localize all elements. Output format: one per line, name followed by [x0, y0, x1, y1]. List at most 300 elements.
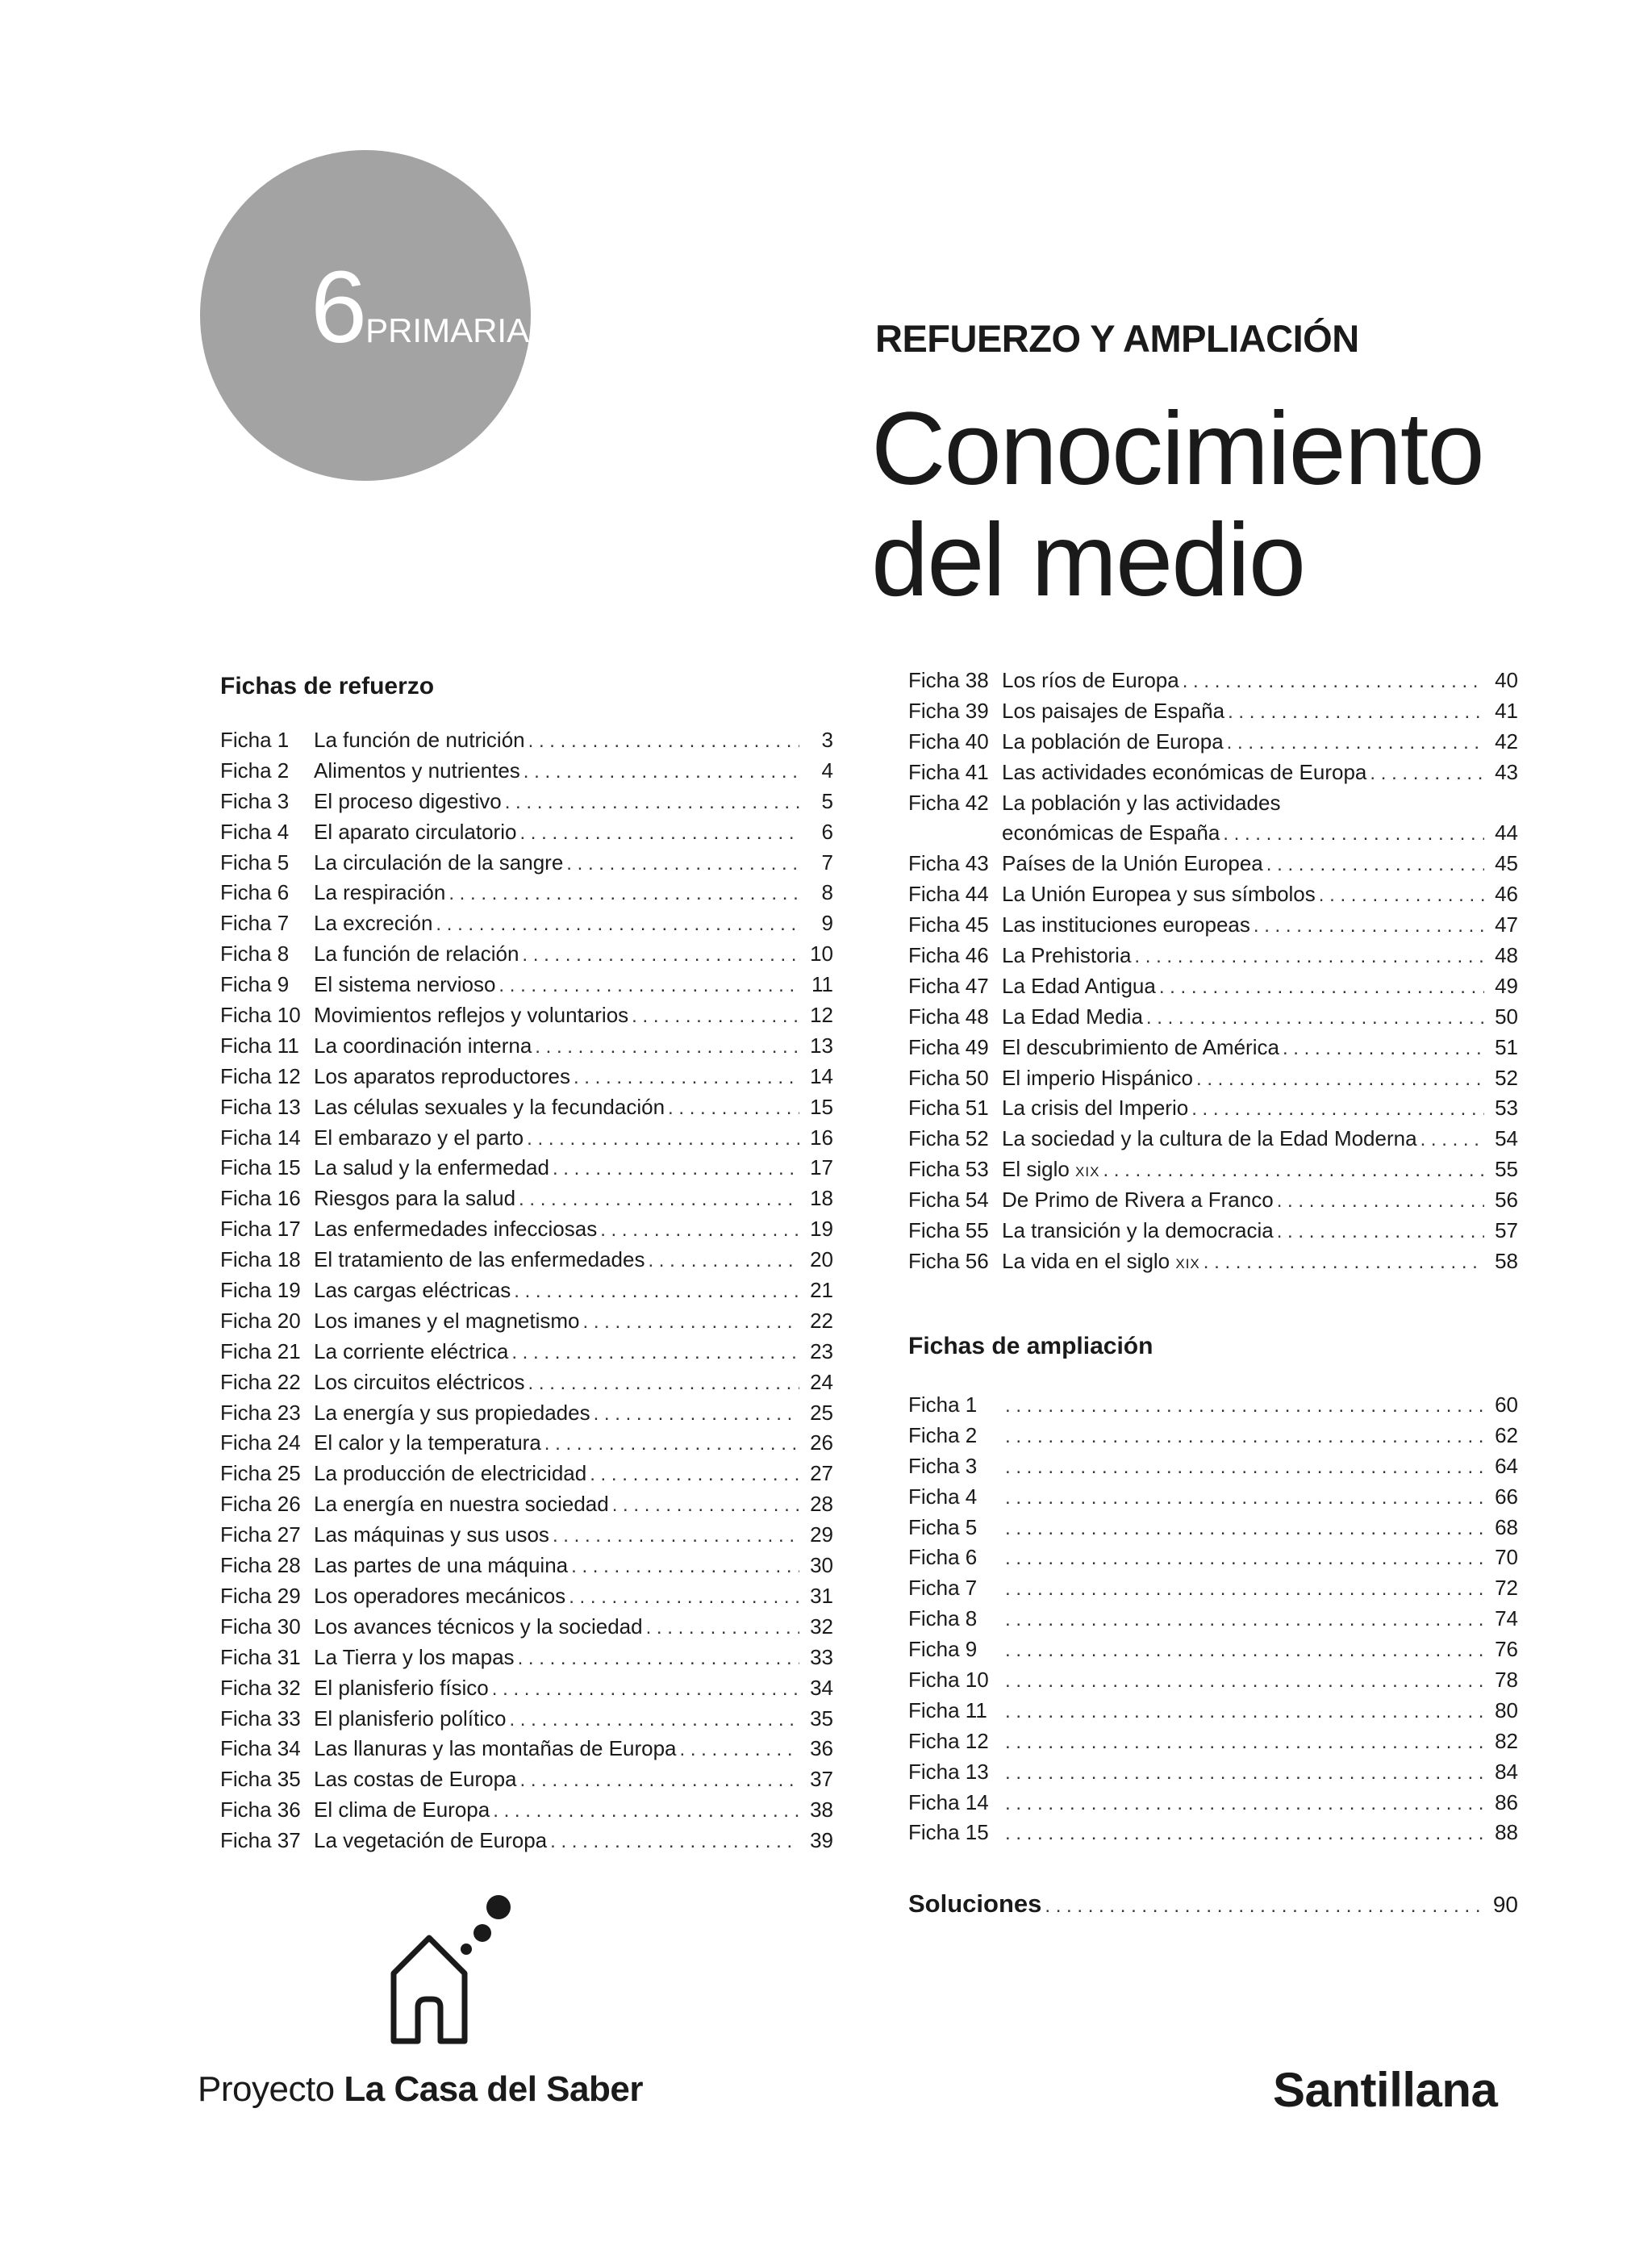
entry-label: Ficha 52: [908, 1126, 989, 1151]
leader-dots: [600, 1215, 799, 1246]
leader-dots: [522, 940, 799, 971]
leader-dots: [544, 1429, 799, 1459]
entry-title: De Primo de Rivera a Franco: [1002, 1188, 1274, 1213]
series-kicker: REFUERZO Y AMPLIACIÓN: [875, 317, 1359, 360]
toc-entry[interactable]: [908, 1124, 1518, 1154]
entry-title: La corriente eléctrica: [314, 1338, 509, 1363]
leader-dots: [535, 1032, 799, 1063]
leader-dots: [1159, 972, 1484, 1003]
solutions-entry[interactable]: [908, 1886, 1518, 1922]
entry-label: Ficha 30: [220, 1614, 301, 1639]
entry-title: económicas de España: [1002, 820, 1220, 845]
leader-dots: [527, 1124, 799, 1154]
toc-entry[interactable]: [220, 1581, 833, 1612]
grade-label: [311, 250, 530, 364]
entry-title: La Unión Europea y sus símbolos: [1002, 882, 1316, 907]
entry-label: Ficha 16: [220, 1186, 301, 1211]
entry-label: Ficha 41: [908, 759, 989, 784]
entry-title: La Edad Antigua: [1002, 973, 1156, 998]
toc-entry[interactable]: [220, 1275, 833, 1306]
entry-page: 18: [810, 1186, 833, 1211]
leader-dots: [1191, 1094, 1484, 1125]
entry-label: Ficha 3: [908, 1453, 978, 1478]
entry-title: Los imanes y el magnetismo: [314, 1308, 580, 1333]
leader-dots: [1045, 1889, 1484, 1924]
leader-dots: [1227, 728, 1484, 758]
entry-label: Ficha 34: [220, 1736, 301, 1761]
solutions-page: 90: [1492, 1892, 1518, 1917]
entry-page: 31: [810, 1583, 833, 1608]
entry-title: Las cargas eléctricas: [314, 1278, 511, 1303]
leader-dots: [1103, 1155, 1484, 1186]
toc-entry[interactable]: [908, 727, 1518, 758]
toc-entry[interactable]: [908, 1482, 1518, 1513]
entry-label: Ficha 9: [220, 972, 290, 997]
toc-entry[interactable]: [220, 1795, 833, 1826]
entry-page: 74: [1495, 1606, 1518, 1631]
toc-entry[interactable]: [220, 1367, 833, 1398]
entry-label: Ficha 13: [220, 1094, 301, 1119]
leader-dots: [1370, 758, 1484, 789]
toc-entry[interactable]: [220, 970, 833, 1000]
toc-entry[interactable]: [908, 849, 1518, 879]
entry-page: 57: [1495, 1218, 1518, 1243]
entry-title: La circulación de la sangre: [314, 850, 564, 875]
entry-title: La población de Europa: [1002, 729, 1224, 754]
toc-entry[interactable]: [908, 1033, 1518, 1063]
toc-entry[interactable]: [220, 1704, 833, 1735]
leader-dots: [1277, 1186, 1484, 1217]
entry-title: El embarazo y el parto: [314, 1125, 524, 1150]
entry-label: Ficha 17: [220, 1217, 301, 1242]
toc-ampliacion: [908, 1390, 1518, 1848]
entry-page: 25: [810, 1400, 833, 1425]
entry-label: Ficha 13: [908, 1759, 989, 1784]
toc-entry[interactable]: [220, 1734, 833, 1764]
entry-page: 38: [810, 1797, 833, 1822]
entry-label: Ficha 4: [908, 1484, 978, 1509]
entry-label: Ficha 56: [908, 1248, 989, 1273]
leader-dots: [1146, 1003, 1484, 1033]
leader-dots: [519, 1184, 799, 1215]
leader-dots: [528, 1368, 799, 1399]
toc-entry[interactable]: [908, 1246, 1518, 1277]
entry-title: El calor y la temperatura: [314, 1430, 541, 1455]
entry-title: Riesgos para la salud: [314, 1186, 516, 1211]
toc-entry[interactable]: [908, 879, 1518, 910]
entry-title: El sistema nervioso: [314, 972, 496, 997]
entry-label: Ficha 45: [908, 912, 989, 937]
title-line-1: Conocimiento: [871, 391, 1483, 507]
entry-page: 28: [810, 1492, 833, 1517]
leader-dots: [1319, 880, 1484, 911]
entry-page: 48: [1495, 943, 1518, 968]
toc-entry[interactable]: [220, 1062, 833, 1092]
toc-entry[interactable]: [908, 788, 1518, 819]
entry-label: Ficha 22: [220, 1369, 301, 1394]
entry-label: Ficha 19: [220, 1278, 301, 1303]
entry-page: 6: [821, 819, 833, 844]
entry-title: Los circuitos eléctricos: [314, 1369, 525, 1394]
entry-page: 47: [1495, 912, 1518, 937]
leader-dots: [582, 1307, 799, 1338]
entry-label: Ficha 11: [220, 1033, 299, 1058]
toc-entry[interactable]: [220, 817, 833, 848]
toc-entry[interactable]: [908, 1216, 1518, 1246]
toc-entry[interactable]: [220, 1092, 833, 1123]
toc-entry[interactable]: [908, 1818, 1518, 1848]
entry-label: Ficha 18: [220, 1247, 301, 1272]
entry-page: 82: [1495, 1728, 1518, 1753]
house-logo: [379, 1880, 524, 2057]
toc-entry[interactable]: [220, 1398, 833, 1429]
logo-dot-small: [461, 1943, 472, 1955]
leader-dots: [1005, 1422, 1484, 1452]
toc-entry[interactable]: [220, 1673, 833, 1704]
entry-label: Ficha 12: [908, 1728, 989, 1753]
entry-page: 5: [821, 788, 833, 813]
toc-entry[interactable]: [908, 1185, 1518, 1216]
entry-label: Ficha 53: [908, 1157, 989, 1182]
entry-label: Ficha 4: [220, 819, 290, 844]
entry-label: Ficha 36: [220, 1797, 301, 1822]
entry-page: 62: [1495, 1422, 1518, 1447]
toc-entry[interactable]: [908, 1093, 1518, 1124]
entry-page: 9: [821, 911, 833, 936]
entry-page: 4: [821, 758, 833, 783]
toc-entry[interactable]: [220, 1643, 833, 1673]
entry-page: 19: [810, 1217, 833, 1242]
entry-title: La transición y la democracia: [1002, 1218, 1274, 1243]
entry-page: 24: [810, 1369, 833, 1394]
entry-title: El tratamiento de las enfermedades: [314, 1247, 645, 1272]
entry-page: 50: [1495, 1004, 1518, 1029]
entry-title: Las máquinas y sus usos: [314, 1522, 549, 1547]
toc-entry[interactable]: [220, 1153, 833, 1184]
entry-page: 56: [1495, 1188, 1518, 1213]
toc-entry[interactable]: [220, 1520, 833, 1551]
entry-label: Ficha 49: [908, 1034, 989, 1059]
entry-label: Ficha 39: [908, 698, 989, 723]
toc-entry[interactable]: [220, 756, 833, 787]
solutions-label: Soluciones: [908, 1889, 1042, 1918]
entry-page: 7: [821, 850, 833, 875]
leader-dots: [1254, 911, 1484, 941]
entry-page: 86: [1495, 1789, 1518, 1814]
leader-dots: [1005, 1391, 1484, 1422]
toc-entry[interactable]: [220, 1184, 833, 1214]
entry-label: Ficha 3: [220, 788, 290, 813]
entry-title: El planisferio físico: [314, 1675, 489, 1700]
leader-dots: [1266, 850, 1484, 880]
entry-title-smallcaps: XIX: [1175, 1255, 1200, 1271]
toc-entry[interactable]: [220, 1428, 833, 1459]
entry-label: Ficha 40: [908, 729, 989, 754]
entry-title: Las costas de Europa: [314, 1767, 517, 1792]
toc-entry[interactable]: [220, 939, 833, 970]
toc-entry[interactable]: [908, 1154, 1518, 1185]
leader-dots: [632, 1001, 799, 1032]
toc-entry[interactable]: [220, 1123, 833, 1154]
entry-label: Ficha 5: [220, 850, 290, 875]
leader-dots: [448, 879, 799, 909]
entry-page: 58: [1495, 1248, 1518, 1273]
toc-entry[interactable]: [908, 1757, 1518, 1788]
entry-label: Ficha 46: [908, 943, 989, 968]
entry-page: 14: [810, 1063, 833, 1088]
entry-page: 15: [810, 1094, 833, 1119]
entry-page: 17: [810, 1155, 833, 1180]
entry-label: Ficha 24: [220, 1430, 301, 1455]
toc-entry[interactable]: [908, 1665, 1518, 1696]
toc-entry[interactable]: [908, 1063, 1518, 1094]
entry-page: 29: [810, 1522, 833, 1547]
entry-page: 84: [1495, 1759, 1518, 1784]
leader-dots: [1005, 1697, 1484, 1727]
toc-entry[interactable]: [908, 971, 1518, 1002]
toc-entry[interactable]: [220, 878, 833, 908]
toc-refuerzo-left: [220, 725, 833, 1856]
entry-label: Ficha 20: [220, 1308, 301, 1333]
toc-entry[interactable]: [220, 1337, 833, 1367]
entry-label: Ficha 25: [220, 1461, 301, 1486]
entry-label: Ficha 33: [220, 1706, 301, 1731]
entry-page: 80: [1495, 1697, 1518, 1722]
entry-page: 13: [810, 1033, 833, 1058]
entry-title: La Tierra y los mapas: [314, 1644, 515, 1669]
toc-entry[interactable]: [908, 818, 1518, 849]
entry-page: 8: [821, 880, 833, 905]
toc-entry[interactable]: [220, 1306, 833, 1337]
entry-page: 52: [1495, 1065, 1518, 1090]
entry-label: Ficha 14: [908, 1789, 989, 1814]
leader-dots: [511, 1338, 799, 1368]
entry-page: 22: [810, 1308, 833, 1333]
entry-label: Ficha 37: [220, 1828, 301, 1853]
toc-entry[interactable]: [220, 1031, 833, 1062]
entry-label: Ficha 11: [908, 1697, 987, 1722]
toc-entry[interactable]: [908, 1451, 1518, 1482]
entry-page: 36: [810, 1736, 833, 1761]
entry-label: Ficha 29: [220, 1583, 301, 1608]
entry-page: 10: [810, 941, 833, 967]
entry-page: 27: [810, 1461, 833, 1486]
leader-dots: [1420, 1125, 1484, 1155]
entry-page: 37: [810, 1767, 833, 1792]
entry-title: Los avances técnicos y la sociedad: [314, 1614, 643, 1639]
entry-label: Ficha 42: [908, 790, 989, 815]
leader-dots: [668, 1093, 799, 1124]
toc-entry[interactable]: [908, 910, 1518, 941]
entry-label: Ficha 47: [908, 973, 989, 998]
entry-title: La energía en nuestra sociedad: [314, 1492, 609, 1517]
entry-label: Ficha 35: [220, 1767, 301, 1792]
leader-dots: [569, 1582, 799, 1613]
entry-title: Alimentos y nutrientes: [314, 758, 520, 783]
entry-title: La salud y la enfermedad: [314, 1155, 549, 1180]
entry-page: 54: [1495, 1126, 1518, 1151]
entry-page: 35: [810, 1706, 833, 1731]
leader-dots: [509, 1705, 799, 1735]
leader-dots: [520, 1765, 800, 1796]
toc-entry[interactable]: [908, 758, 1518, 788]
leader-dots: [646, 1613, 799, 1643]
leader-dots: [1283, 1033, 1484, 1064]
entry-title: Las instituciones europeas: [1002, 912, 1250, 937]
leader-dots: [436, 909, 799, 940]
entry-page: 46: [1495, 882, 1518, 907]
leader-dots: [493, 1796, 799, 1827]
toc-entry[interactable]: [220, 1826, 833, 1856]
entry-page: 45: [1495, 851, 1518, 876]
toc-refuerzo-right: [908, 666, 1518, 1277]
leader-dots: [492, 1674, 799, 1705]
entry-label: Ficha 10: [908, 1668, 989, 1693]
toc-entry[interactable]: [908, 1788, 1518, 1818]
entry-page: 60: [1495, 1392, 1518, 1417]
leader-dots: [553, 1521, 799, 1551]
entry-label: Ficha 28: [220, 1553, 301, 1578]
leader-dots: [1196, 1064, 1484, 1095]
entry-title: Los operadores mecánicos: [314, 1583, 566, 1608]
toc-entry[interactable]: [908, 1421, 1518, 1451]
entry-title: Las partes de una máquina: [314, 1553, 569, 1578]
entry-page: 3: [821, 728, 833, 752]
entry-title: El imperio Hispánico: [1002, 1065, 1193, 1090]
toc-entry[interactable]: [908, 1726, 1518, 1757]
entry-page: 39: [810, 1828, 833, 1853]
ampliacion-heading: Fichas de ampliación: [908, 1333, 1153, 1359]
leader-dots: [1005, 1483, 1484, 1513]
toc-entry[interactable]: [220, 908, 833, 939]
title-line-2: del medio: [871, 503, 1304, 618]
entry-page: 68: [1495, 1514, 1518, 1539]
toc-entry[interactable]: [908, 1573, 1518, 1604]
leader-dots: [612, 1490, 799, 1521]
entry-page: 78: [1495, 1668, 1518, 1693]
toc-entry[interactable]: [220, 1214, 833, 1245]
entry-label: Ficha 54: [908, 1188, 989, 1213]
entry-page: 12: [810, 1003, 833, 1028]
entry-title: Movimientos reflejos y voluntarios: [314, 1003, 629, 1028]
toc-entry[interactable]: [220, 1245, 833, 1275]
toc-entry[interactable]: [220, 1489, 833, 1520]
toc-entry[interactable]: [220, 725, 833, 756]
entry-title: La sociedad y la cultura de la Edad Moderna: [1002, 1126, 1417, 1151]
toc-entry[interactable]: [908, 1390, 1518, 1421]
entry-page: 55: [1495, 1157, 1518, 1182]
entry-label: Ficha 14: [220, 1125, 301, 1150]
entry-page: 33: [810, 1644, 833, 1669]
entry-label: Ficha 32: [220, 1675, 301, 1700]
entry-label: Ficha 15: [908, 1820, 989, 1845]
toc-entry[interactable]: [220, 787, 833, 817]
toc-entry[interactable]: [220, 848, 833, 879]
leader-dots: [524, 757, 799, 787]
toc-entry[interactable]: [220, 1551, 833, 1581]
entry-label: Ficha 21: [220, 1338, 301, 1363]
entry-page: 43: [1495, 759, 1518, 784]
toc-entry[interactable]: [908, 1635, 1518, 1665]
toc-entry[interactable]: [908, 1543, 1518, 1573]
entry-title: El proceso digestivo: [314, 788, 502, 813]
entry-title: La coordinación interna: [314, 1033, 532, 1058]
entry-page: 32: [810, 1614, 833, 1639]
leader-dots: [519, 818, 799, 849]
leader-dots: [1005, 1666, 1484, 1697]
toc-entry[interactable]: [908, 1604, 1518, 1635]
leader-dots: [1228, 697, 1484, 728]
leader-dots: [571, 1551, 799, 1582]
entry-title: Las actividades económicas de Europa: [1002, 759, 1367, 784]
entry-title: La respiración: [314, 880, 446, 905]
entry-label: Ficha 50: [908, 1065, 989, 1090]
entry-page: 66: [1495, 1484, 1518, 1509]
entry-page: 64: [1495, 1453, 1518, 1478]
toc-entry[interactable]: [908, 1513, 1518, 1543]
entry-label: Ficha 10: [220, 1003, 301, 1028]
leader-dots: [499, 971, 799, 1001]
entry-page: 88: [1495, 1820, 1518, 1845]
project-name: Proyecto La Casa del Saber: [198, 2069, 643, 2109]
entry-label: Ficha 6: [908, 1545, 978, 1570]
entry-title: La vegetación de Europa: [314, 1828, 548, 1853]
toc-entry[interactable]: [908, 666, 1518, 696]
entry-title: Los paisajes de España: [1002, 698, 1225, 723]
entry-title: Países de la Unión Europea: [1002, 851, 1263, 876]
leader-dots: [1005, 1574, 1484, 1605]
entry-label: Ficha 51: [908, 1096, 989, 1121]
leader-dots: [514, 1276, 799, 1307]
entry-label: Ficha 23: [220, 1400, 301, 1425]
toc-entry[interactable]: [220, 1764, 833, 1795]
toc-entry[interactable]: [220, 1459, 833, 1489]
entry-label: Ficha 8: [908, 1606, 978, 1631]
leader-dots: [1005, 1543, 1484, 1574]
toc-entry[interactable]: [908, 1002, 1518, 1033]
toc-entry[interactable]: [908, 696, 1518, 727]
leader-dots: [1223, 819, 1484, 850]
leader-dots: [594, 1399, 799, 1430]
entry-page: 76: [1495, 1637, 1518, 1662]
toc-entry[interactable]: [908, 1696, 1518, 1726]
grade-number: 6: [311, 250, 366, 364]
entry-page: 72: [1495, 1576, 1518, 1601]
leader-dots: [1005, 1452, 1484, 1483]
entry-label: Ficha 43: [908, 851, 989, 876]
house-outline: [394, 1938, 465, 2041]
leader-dots: [518, 1643, 799, 1674]
entry-page: 41: [1495, 698, 1518, 723]
entry-page: 40: [1495, 668, 1518, 692]
toc-entry[interactable]: [220, 1612, 833, 1643]
entry-title: Los aparatos reproductores: [314, 1063, 570, 1088]
entry-title: Las células sexuales y la fecundación: [314, 1094, 665, 1119]
leader-dots: [1005, 1635, 1484, 1666]
toc-entry[interactable]: [220, 1000, 833, 1031]
entry-title: El clima de Europa: [314, 1797, 490, 1822]
entry-label: Ficha 6: [220, 880, 290, 905]
entry-label: Ficha 2: [908, 1422, 978, 1447]
logo-dot-medium: [473, 1924, 491, 1942]
entry-title: La población y las actividades: [1002, 790, 1281, 815]
entry-label: Ficha 5: [908, 1514, 978, 1539]
entry-title: La excreción: [314, 911, 433, 936]
refuerzo-heading: Fichas de refuerzo: [220, 673, 435, 699]
leader-dots: [1204, 1247, 1484, 1278]
entry-page: 26: [810, 1430, 833, 1455]
toc-entry[interactable]: [908, 941, 1518, 971]
